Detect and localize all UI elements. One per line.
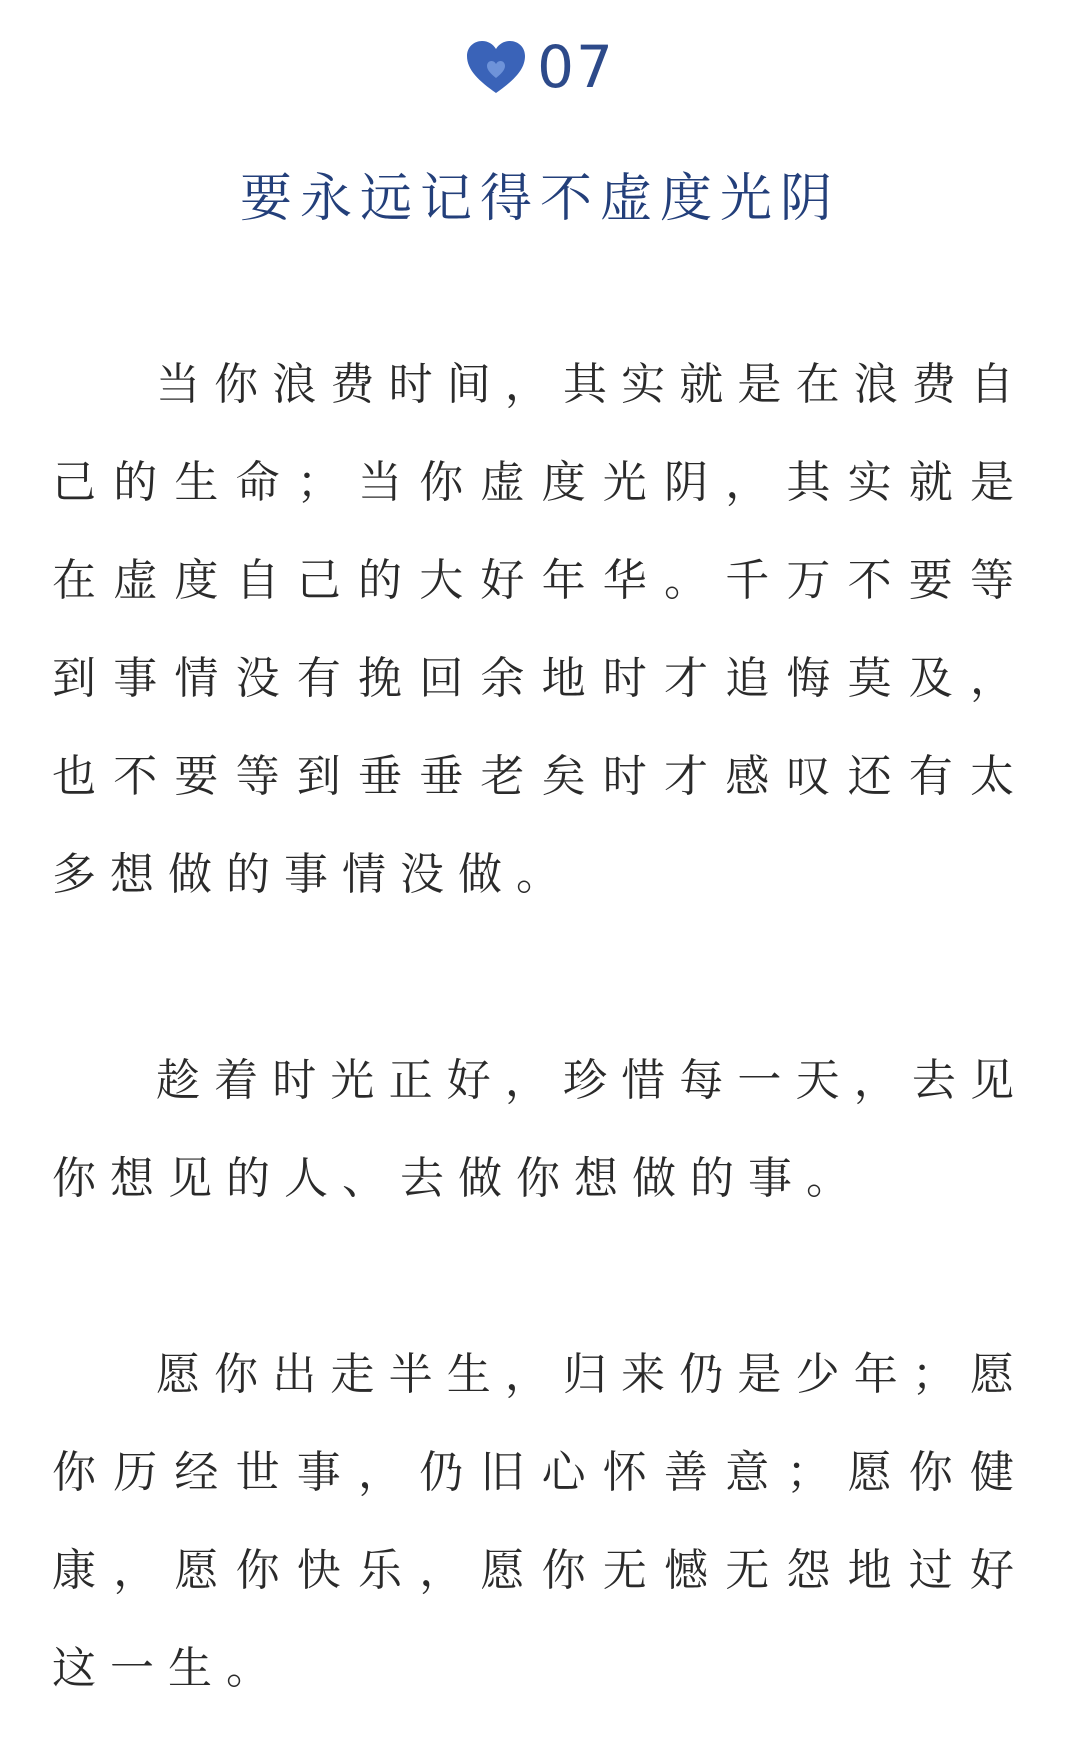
section-number: 07 bbox=[537, 33, 615, 101]
section-header bbox=[0, 33, 1080, 101]
paragraph-2: 趁着时光正好，珍惜每一天，去见你想见的人、去做你想做的事。 bbox=[52, 1055, 1028, 1204]
heart-icon bbox=[465, 39, 527, 95]
paragraph-1: 当你浪费时间，其实就是在浪费自己的生命；当你虚度光阴，其实就是在虚度自己的大好年华。千万不要等到事情没有挽回余地时才追悔莫及，也不要等到垂垂老矣时才感叹还有太多想做的事情没做。 bbox=[52, 359, 1028, 900]
section-title: 要永远记得不虚度光阴 bbox=[239, 169, 840, 229]
paragraph-3: 愿你出走半生，归来仍是少年；愿你历经世事，仍旧心怀善意；愿你健康，愿你快乐，愿你无憾无怨地过好这一生。 bbox=[52, 1349, 1028, 1694]
